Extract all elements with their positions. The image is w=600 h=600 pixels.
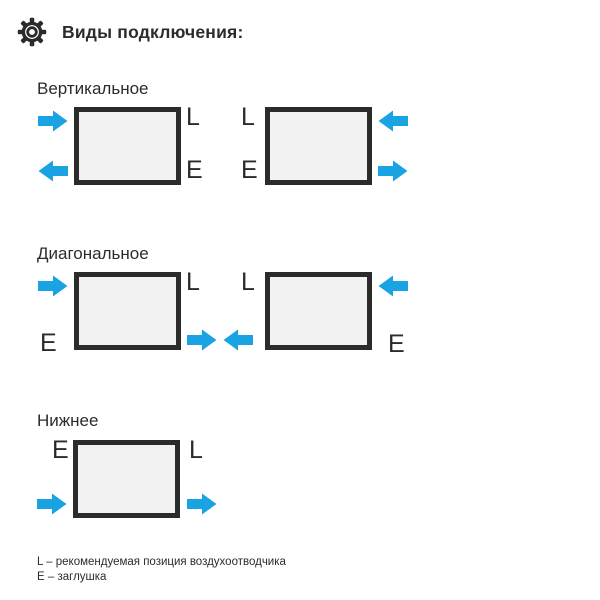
flow-in-arrow-left-icon <box>378 275 408 297</box>
page-title: Виды подключения: <box>62 21 244 42</box>
flow-in-arrow-right-icon <box>37 493 67 515</box>
flow-in-arrow-right-icon <box>38 275 68 297</box>
air-vent-letter: L <box>189 436 203 464</box>
plug-letter: E <box>40 329 57 357</box>
flow-in-arrow-left-icon <box>378 110 408 132</box>
flow-out-arrow-right-icon <box>187 493 217 515</box>
legend <box>37 555 286 585</box>
air-vent-letter: L <box>241 103 255 131</box>
radiator-rect <box>265 272 372 350</box>
air-vent-letter: L <box>186 103 200 131</box>
plug-letter: E <box>388 330 405 358</box>
section-label-diagonal: Диагональное <box>37 244 149 263</box>
air-vent-letter: L <box>186 268 200 296</box>
flow-out-arrow-left-icon <box>223 329 253 351</box>
flow-out-arrow-left-icon <box>38 160 68 182</box>
flow-out-arrow-right-icon <box>187 329 217 351</box>
plug-letter: E <box>186 156 203 184</box>
flow-in-arrow-right-icon <box>38 110 68 132</box>
radiator-rect <box>74 272 181 350</box>
radiator-rect <box>265 107 372 185</box>
section-label-bottom: Нижнее <box>37 411 99 430</box>
plug-letter: E <box>52 436 69 464</box>
radiator-rect <box>74 107 181 185</box>
gear-icon <box>17 17 47 47</box>
legend-line-plug: E – заглушка <box>37 571 107 583</box>
air-vent-letter: L <box>241 268 255 296</box>
plug-letter: E <box>241 156 258 184</box>
section-label-vertical: Вертикальное <box>37 79 149 98</box>
flow-out-arrow-right-icon <box>378 160 408 182</box>
legend-line-air-vent: L – рекомендуемая позиция воздухоотводчика <box>37 556 286 568</box>
header <box>17 17 243 47</box>
radiator-rect <box>73 440 180 518</box>
